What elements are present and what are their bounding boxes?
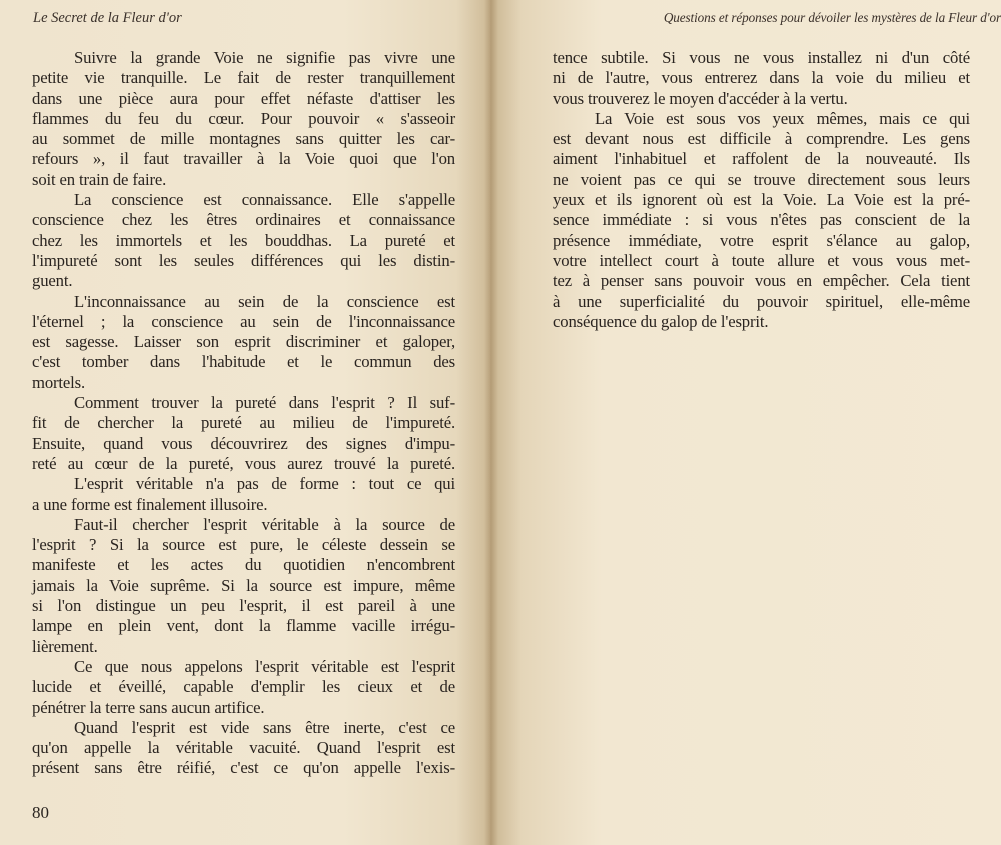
text-line: mortels. (32, 372, 86, 392)
text-line: présent sans être réifié, c'est ce qu'on appelle l'exis- (32, 758, 455, 778)
left-page (0, 0, 490, 845)
text-line: conscience chez les êtres ordinaires et connaissance (32, 210, 455, 230)
text-line: pénétrer la terre sans aucun artifice. (32, 697, 265, 717)
right-page (490, 0, 1001, 845)
text-line: chez les immortels et les bouddhas. La pureté et (32, 230, 455, 250)
right-page-text (553, 48, 970, 332)
page-number: 80 (32, 803, 49, 822)
text-line: Suivre la grande Voie ne signifie pas vivre une (74, 48, 455, 67)
text-line: l'éternel ; la conscience au sein de l'inconnaissance (32, 311, 455, 331)
text-line: soit en train de faire. (32, 169, 167, 189)
running-head-right: Questions et réponses pour dévoiler les mystères de la Fleur d'or (663, 10, 1001, 25)
text-line: est devant nous est difficile à comprendre. Les gens (553, 129, 970, 149)
text-line: c'est tomber dans l'habitude et le commun des (32, 352, 455, 372)
text-line: aiment l'inhabituel et raffolent de la nouveauté. Ils (553, 149, 970, 169)
text-line: conséquence du galop de l'esprit. (553, 311, 769, 331)
text-line: vous trouverez le moyen d'accéder à la vertu. (553, 88, 848, 108)
text-line: jamais la Voie suprême. Si la source est impure, même (32, 575, 455, 595)
text-line: lucide et éveillé, capable d'emplir les cieux et de (32, 677, 455, 697)
text-line: a une forme est finalement illusoire. (32, 494, 268, 514)
text-line: L'esprit véritable n'a pas de forme : tout ce qui (74, 474, 455, 494)
text-line: La Voie est sous vos yeux mêmes, mais ce qui (595, 108, 970, 128)
text-line: lampe en plein vent, dont la flamme vacille irrégu- (32, 616, 455, 636)
text-line: tez à penser sans pouvoir vous en empêcher. Cela tient (553, 271, 970, 291)
text-line: qu'on appelle la véritable vacuité. Quand l'esprit est (32, 738, 455, 758)
text-line: lièrement. (32, 636, 98, 656)
text-line: flammes du feu du cœur. Pour pouvoir « s'asseoir (32, 108, 455, 128)
text-line: votre intellect court à toute allure et vous vous met- (553, 250, 970, 270)
left-page-text (32, 48, 455, 779)
text-line: Ensuite, quand vous découvrirez des signes d'impu- (32, 433, 455, 453)
text-line: guent. (32, 271, 73, 291)
text-line: La conscience est connaissance. Elle s'appelle (74, 190, 455, 210)
running-head-left: Le Secret de la Fleur d'or (33, 10, 182, 26)
text-line: petite vie tranquille. Le fait de rester tranquillement (32, 68, 455, 88)
text-line: présence immédiate, votre esprit s'élance au galop, (553, 230, 970, 250)
text-line: l'impureté sont les seules différences qui les distin- (32, 250, 455, 270)
text-line: manifeste et les actes du quotidien n'encombrent (32, 555, 455, 575)
text-line: reté au cœur de la pureté, vous aurez trouvé la pureté. (32, 453, 455, 473)
text-line: ni de l'autre, vous entrerez dans la voie du milieu et (553, 68, 970, 88)
book-gutter (484, 0, 498, 845)
text-line: Ce que nous appelons l'esprit véritable est l'esprit (74, 656, 455, 676)
text-line: tence subtile. Si vous ne vous installez ni d'un côté (553, 48, 970, 67)
text-line: fit de chercher la pureté au milieu de l'impureté. (32, 413, 455, 433)
text-line: au sommet de mille montagnes sans quitter les car- (32, 129, 455, 149)
text-line: ne voient pas ce qui se trouve directement sous leurs (553, 169, 970, 189)
text-line: sence immédiate : si vous n'êtes pas conscient de la (553, 210, 970, 230)
text-line: est sagesse. Laisser son esprit discriminer et galoper, (32, 332, 455, 352)
text-line: refours », il faut travailler à la Voie quoi que l'on (32, 149, 455, 169)
text-line: Comment trouver la pureté dans l'esprit ? Il suf- (74, 393, 455, 413)
text-line: dans une pièce aura pour effet néfaste d'attiser les (32, 88, 455, 108)
text-line: si l'on distingue un peu l'esprit, il est pareil à une (32, 596, 455, 616)
text-line: L'inconnaissance au sein de la conscience est (74, 291, 455, 311)
text-line: Quand l'esprit est vide sans être inerte, c'est ce (74, 717, 455, 737)
text-line: à une superficialité du pouvoir spirituel, elle-même (553, 291, 970, 311)
text-line: Faut-il chercher l'esprit véritable à la source de (74, 514, 455, 534)
text-line: l'esprit ? Si la source est pure, le céleste dessein se (32, 535, 455, 555)
text-line: yeux et ils ignorent où est la Voie. La Voie est la pré- (553, 190, 970, 210)
